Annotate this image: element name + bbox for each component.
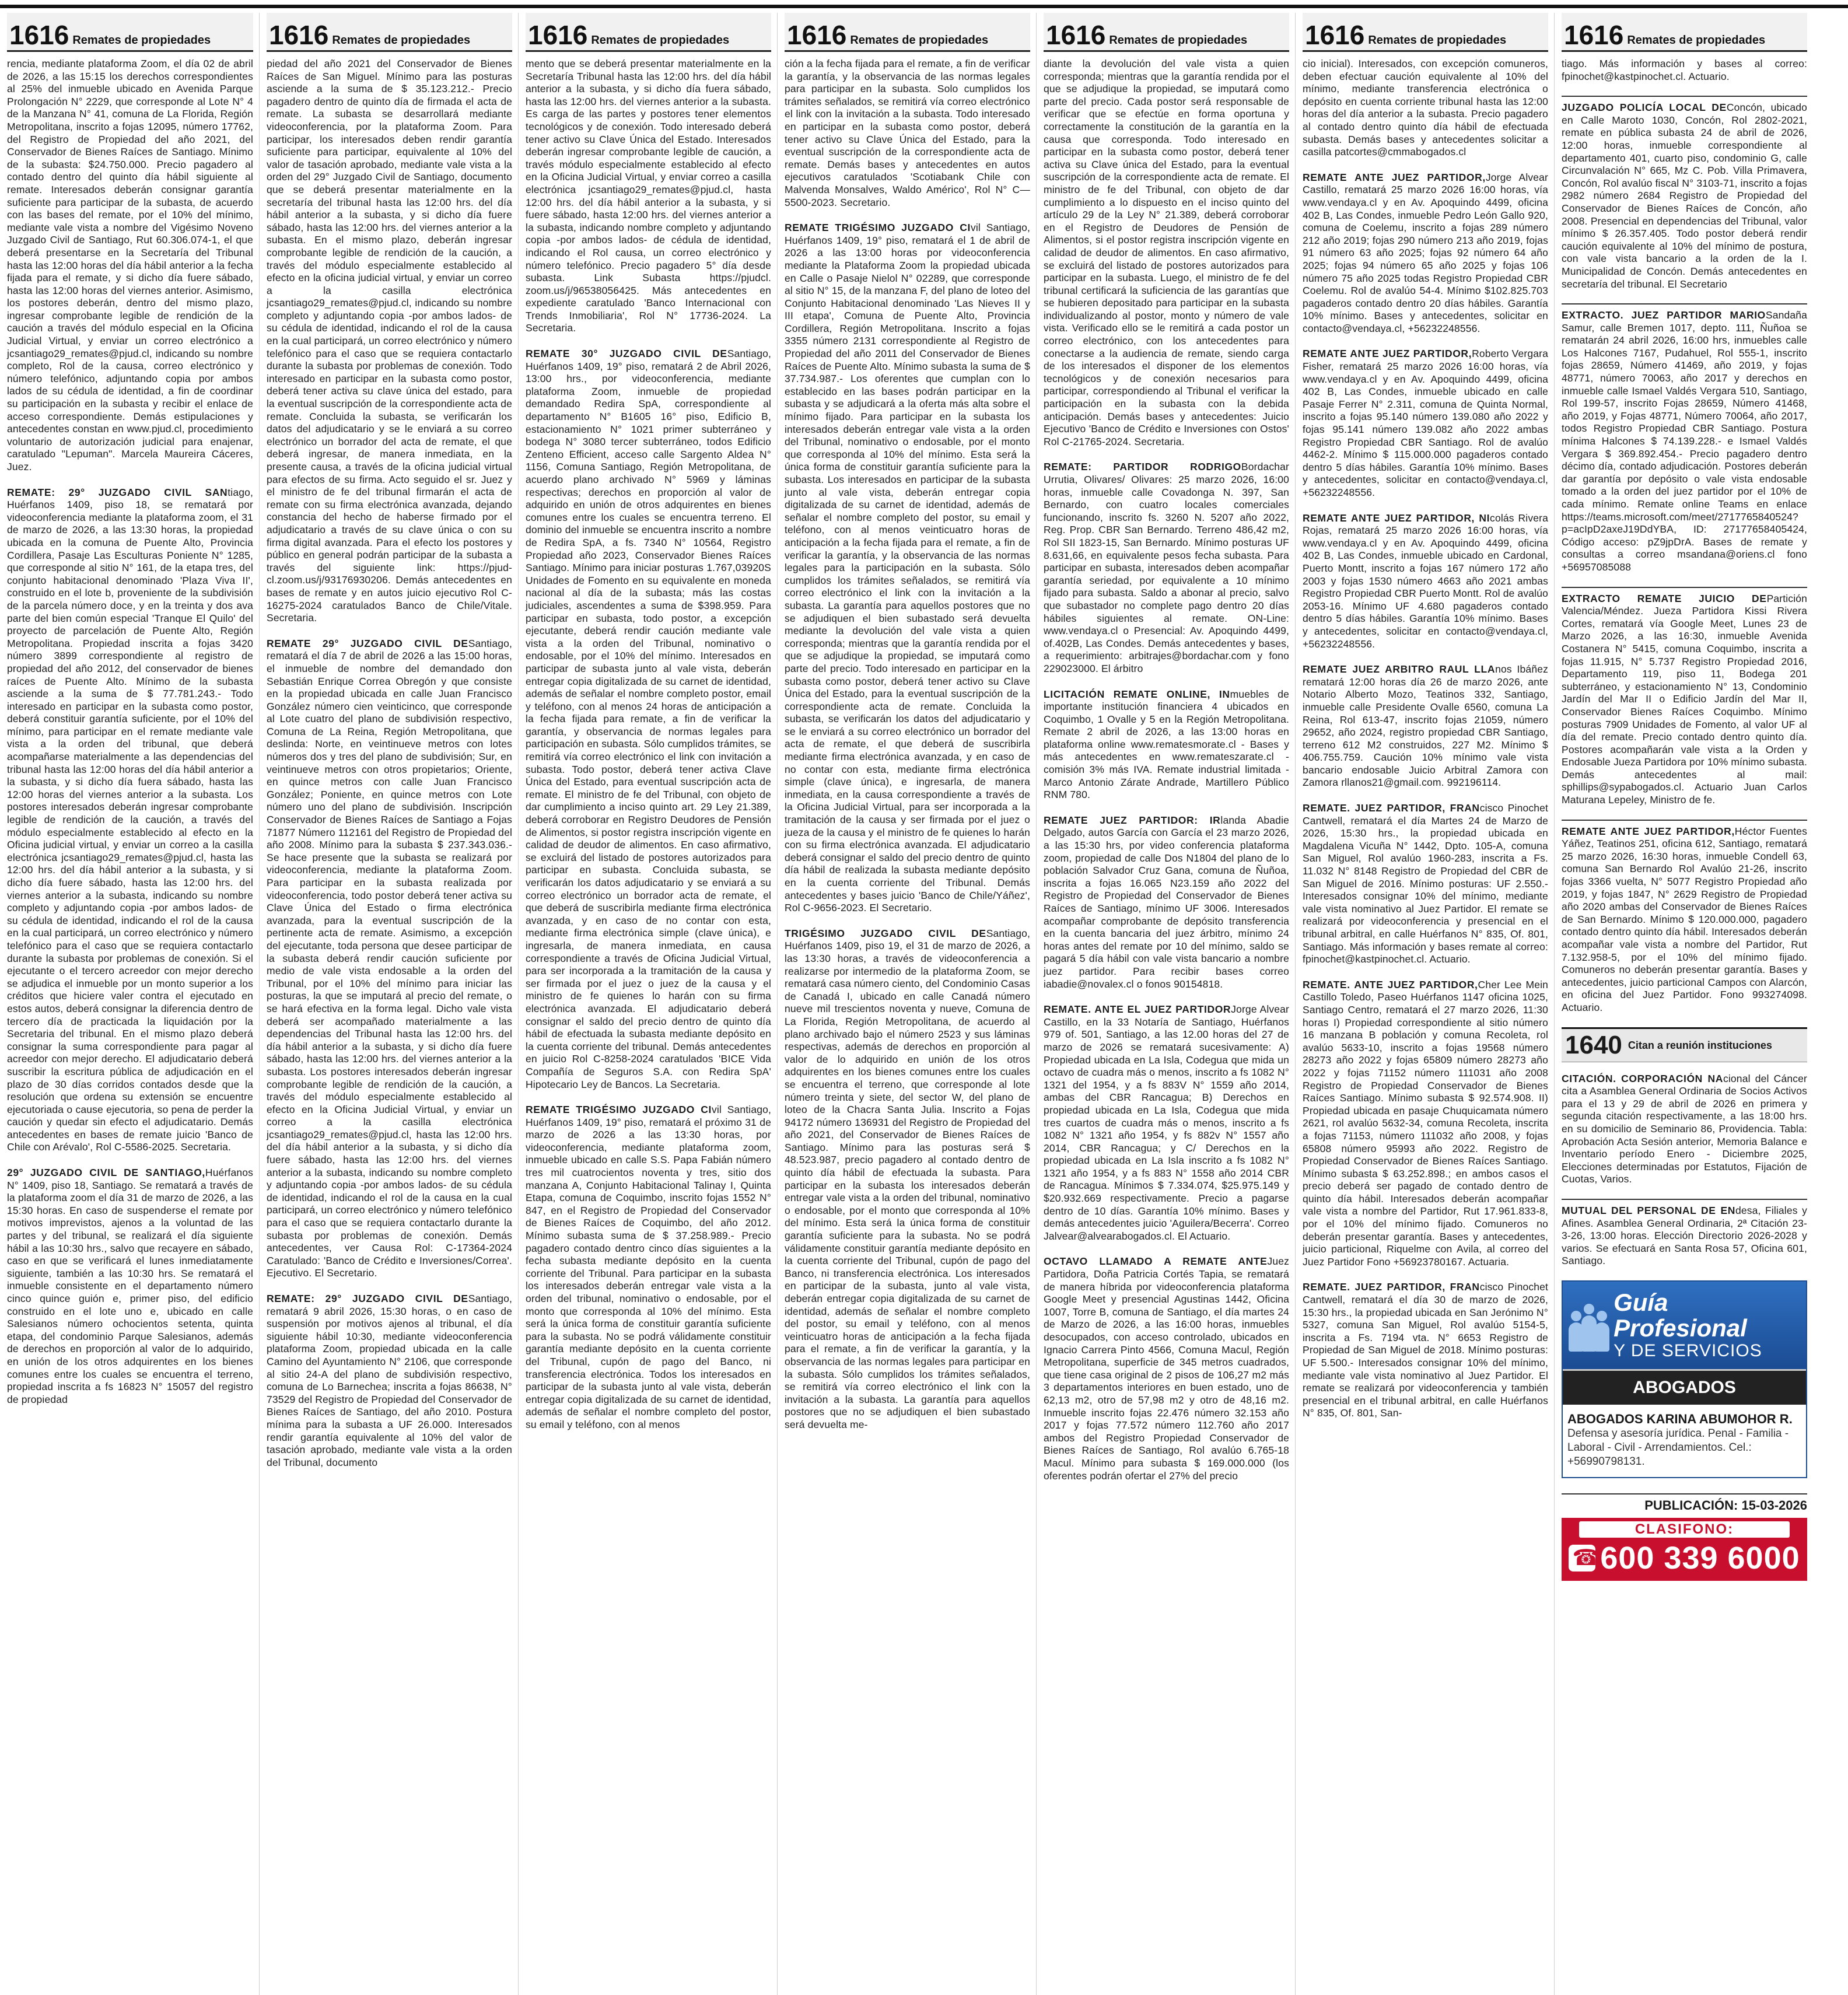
professional-guide-ad [1562, 1280, 1807, 1478]
ad-banner [1563, 1282, 1806, 1369]
section-number: 1616 [1564, 20, 1624, 50]
notice: ción a la fecha fijada para el remate, a fin de verificar la garantía, y la observancia de las normas legales para participar en la subasta. Solo cumplidos los trámites señalados, se remitirá vía correo electrónico el link con la invitación a la subasta. Todo interesado en participar en la subasta como postor, deberá tener activo su Clave Única del Estado, para la eventual suscripción de la correspondiente acta de remate. Demás bases y antecedentes en autos ejecutivos caratulados 'Scotiabank Chile con Malvenda Monsalves, Waldo Américo', Rol N° C—5500-2023. Secretario. [785, 58, 1030, 208]
section-name: Remates de propiedades [332, 34, 471, 47]
newspaper-page [0, 13, 1848, 1995]
citation-section-header [1562, 1027, 1807, 1062]
notice: REMATE ANTE JUEZ PARTIDOR,Héctor Fuentes Yáñez, Teatinos 251, oficina 612, Santiago, rematará 25 marzo 2026, 16:30 horas, inmueble Condell 63, comuna San Bernardo Rol Avalúo 21-26, inscrito fojas 3366 vuelta, N° 5077 Registro Propiedad año 2019, y fojas 1847, N° 2629 Registro de Propiedad año 2020 ambas del Conservador de Bienes Raíces de San Bernardo. Mínimo $ 120.000.000, pagadero contado dentro quinto día hábil. Interesados deberán acompañar vale vista a nombre del Partidor, Rut 7.132.958-5, por el 10% del mínimo fijado. Comuneros no deberán presentar garantía. Bases y antecedentes, juicio particional Campos con Alarcón, en oficina del Juez Partidor. Fono 993274098. Actuario. [1562, 820, 1807, 1014]
notice: REMATE TRIGÉSIMO JUZGADO CIvil Santiago, Huérfanos 1409, 19° piso, rematará el próximo 31 de marzo de 2026 a las 13:30 horas, por videoconferencia, mediante plataforma zoom, inmueble ubicado en calle S.S. Papa Fabián número tres mil cuatrocientos noventa y tres, sitio dos manzana A, Conjunto Habitacional Talinay I, Quinta Etapa, comuna de Coquimbo, inscrito fojas 1552 N° 847, en el Registro de Propiedad del Conservador de Bienes Raíces de Coquimbo, del año 2012. Mínimo subasta suma de $ 37.258.989.- Precio pagadero contado dentro cinco días siguientes a la fecha subasta mediante depósito en la cuenta corriente del Tribunal. Para participar en la subasta los interesados deberán entregar vale vista a la orden del tribunal, nominativo o endosable, por el monto que corresponda al 10% del mínimo. Esta será la única forma de constituir garantía suficiente para la subasta. No se podrá válidamente constituir garantía mediante depósito en la cuenta corriente del Tribunal, cupón de pago del Banco, ni transferencia electrónica. Todos los interesados en participar de la subasta junto al vale vista, deberán entregar copia digitalizada de su carnet de identidad, además de señalar el nombre completo del postor, su email y teléfono, con al menos [526, 1104, 771, 1430]
notice: OCTAVO LLAMADO A REMATE ANTEJuez Partidora, Doña Patricia Cortés Tapia, se rematará de manera híbrida por videoconferencia plataforma Google Meet y presencial Agustinas 1442, Oficina 1007, Torre B, comuna de Santiago, el día martes 24 de Marzo de 2026, a las 16:00 horas, inmuebles desocupados, con acceso controlado, ubicados en Ignacio Carrera Pinto 4566, Comuna Macul, Región Metropolitana, superficie de 345 metros cuadrados, que tiene casa original de 2 pisos de 106,27 m2 más 3 departamentos interiores en buen estado, uno de 62,13 m2, otro de 57,98 m2 y otro de 48,16 m2. Inmueble inscrito fojas 22.476 número 32.153 año 2017 y fojas 77.572 número 112.760 año 2017 ambos del Registro Propiedad Conservador de Bienes Raíces de Santiago, Rol avalúo 6.765-18 Macul. Mínimo para subasta $ 169.000.000 (los oferentes podrán ofertar el 27% del precio [1044, 1255, 1289, 1482]
notice: REMATE. ANTE EL JUEZ PARTIDORJorge Alvear Castillo, en la 33 Notaría de Santiago, Huérfanos 979 of. 501, Santiago, a las 12.00 horas del 27 de marzo de 2026 se rematará sucesivamente: A) Propiedad ubicada en La Isla, Codegua que mida un octavo de cuadra más o menos, inscrito a fs 1082 N° 1321 del 1954, y a fs 883V N° 1559 año 2014, ambas del CBR Rancagua; B) Derechos en propiedad ubicada en La Isla, Codegua que mida tres cuartos de cuadra más o menos, inscrito a fs 1082 N° 1321 año 1954, y fs 882v N° 1557 año 2014, CBR Rancagua; y C/ Derechos en la propiedad ubicada en La Isla inscrito a fs 1082 N° 1321 año 1954, y a fs 883 N° 1558 año 2014 CBR de Rancagua. Mínimos $ 7.334.074, $25.975.149 y $20.932.669 respectivamente. Precio a pagarse dentro de 10 días. Garantía 10% mínimo. Bases y demás antecedentes juicio 'Aguilera/Becerra'. Correo Jalvear@alvearabogados.cl. El Actuario. [1044, 1003, 1290, 1242]
notice: JUZGADO POLICÍA LOCAL DEConcón, ubicado en Calle Maroto 1030, Concón, Rol 2802-2021, remate en pública subasta 24 de abril de 2026, 12:00 horas, inmueble correspondiente al departamento 401, cuarto piso, condominio G, calle Circunvalación N° 665, Mz C. Pob. Villa Primavera, Concón, Rol avalúo fiscal N° 3103-71, inscrito a fojas 2982 número 2684 Registro de Propiedad del Conservador de Bienes Raíces de Concón, año 2008. Presencial en dependencias del Tribunal, valor mínimo $ 26.357.405. Todo postor deberá rendir caución equivalente al 10% del mínimo de postura, con vale vista bancario a la orden de la I. Municipalidad de Concón. Demás antecedentes en secretaría del tribunal. El Secretario [1562, 96, 1807, 290]
column-3 [518, 13, 777, 1995]
notice: REMATE. JUEZ PARTIDOR, FRANcisco Pinochet Cantwell, rematará el día 30 de marzo de 2026, 15:30 hrs., la propiedad ubicada en San Jerónimo N° 5327, comuna San Miguel, Rol avalúo 5154-5, inscrita a Fs. 7194 vta. N° 6653 Registro de Propiedad de San Miguel de 2018. Mínimo posturas: UF 5.500.- Interesados consignar 10% del mínimo, mediante vale vista nominativo al Juez Partidor. El remate se realizará por videoconferencia y también presencial en el tribunal arbitral, en calle Huérfanos N° 835, Of. 801, San- [1303, 1281, 1549, 1419]
notice: EXTRACTO. JUEZ PARTIDOR MARIOSandaña Samur, calle Bremen 1017, depto. 111, Ñuñoa se rematarán 24 abril 2026, 16:00 hrs, inmuebles calle Los Halcones 7167, Pudahuel, Rol 555-1, inscrito fojas 28659, Número 41469, año 2019, y fojas 48771, número 70063, año 2017 y derechos en inmueble calle Ismael Valdés Vergara 510, Santiago, Rol 199-57, inscrito Fojas 28659, Número 41468, año 2019, y Fojas 48771, Número 70064, año 2017, todos Registro Propiedad CBR Santiago. Postura mínima Halcones $ 74.139.228.- e Ismael Valdés Vergara $ 369.892.454.- Precio pagadero dentro décimo día, contado adjudicación. Postores deberán dar garantía por depósito o vale vista endosable tomado a la orden del juez partidor por el 10% de cada mínimo. Remate online Teams en enlace https://teams.microsoft.com/meet/2717765840524?p=acIpD2axeJ19DdYBA, ID: 27177658405424, Código acceso: pZ9jpDrA. Bases de remate y consultas a correo msandana@oriens.cl fono +56957085088 [1562, 303, 1807, 573]
section-number: 1616 [269, 20, 329, 50]
section-header [785, 13, 1030, 52]
people-icon [1569, 1299, 1608, 1352]
column-1 [0, 13, 259, 1995]
ad-title [1614, 1290, 1800, 1361]
notice: REMATE JUEZ PARTIDOR: IRlanda Abadie Delgado, autos García con García el 23 marzo 2026, a las 15:30 hrs, por video conferencia plataforma zoom, propiedad de calle Dos N1804 del plano de lo población Salvador Cruz Gana, comuna de Ñuñoa, inscrita a fojas 16.065 N23.159 año 2022 del Registro de Propiedad del Conservador de Bienes Raíces de Santiago, mínimo UF 3006. Interesados acompañar comprobante de depósito transferencia en la cuenta bancaria del juez árbitro, mínimo 24 horas antes del remate por 10 del mínimo, saldo se pagará 5 día hábil con vale vista bancario a nombre juez partidor. Para recibir bases correo iabadie@novalex.cl o fonos 90154818. [1044, 814, 1289, 990]
section-header [7, 13, 253, 52]
section-name: Remates de propiedades [591, 34, 730, 47]
ad-description: Defensa y asesoría jurídica. Penal - Familia - Laboral - Civil - Arrendamientos. Cel.: +56990798131. [1567, 1427, 1789, 1468]
notice: MUTUAL DEL PERSONAL DE ENdesa, Filiales y Afines. Asamblea General Ordinaria, 2ª Citación 23-3-26, 13:00 horas. Elección Directorio 2026-2028 y varios. Se efectuará en Santa Rosa 57, Oficina 601, Santiago. [1562, 1199, 1807, 1268]
section-number: 1616 [528, 20, 588, 50]
notice: REMATE ANTE JUEZ PARTIDOR,Jorge Alvear Castillo, rematará 25 marzo 2026 16:00 horas, vía www.vendaya.cl y en Av. Apoquindo 4499, oficina 402 B, Las Condes, inmueble Pedro León Gallo 920, comuna de Coelemu, inscrito a fojas 289 número 212 año 2019; fojas 290 número 213 año 2019, fojas 91 número 63 año 2025; fojas 92 número 64 año 2025; fojas 94 número 65 año 2025 y fojas 106 número 75 año 2025 todas Registro Propiedad CBR Coelemu. Rol de avalúo 54-4. Mínimo $102.825.703 pagaderos contado dentro 20 días hábiles. Garantía 10% mínimo. Bases y antecedentes, solicitar en contacto@vendaya.cl, +56232248556. [1303, 171, 1549, 334]
phone-icon [1569, 1545, 1595, 1572]
clasifono-label: CLASIFONO: [1579, 1521, 1790, 1538]
column-7 [1554, 13, 1813, 1995]
citation-section-name: Citan a reunión instituciones [1628, 1039, 1772, 1051]
section-number: 1616 [1305, 20, 1365, 50]
clasifono-phone [1562, 1541, 1807, 1575]
notice: LICITACIÓN REMATE ONLINE, INmuebles de importante institución financiera 4 ubicados en Coquimbo, 1 Ovalle y 5 en la Región Metropolitana. Remate 2 abril de 2026, a las 13:00 horas en plataforma online www.rematesmorate.cl - Bases y más antecedentes en www.remateszarate.cl - comisión 3% más IVA. Remate industrial limitada - Marco Antonio Zárate Andrade, Martillero Público RNM 780. [1044, 688, 1290, 801]
notice: REMATE: 29° JUZGADO CIVIL DESantiago, rematará 9 abril 2026, 15:30 horas, o en caso de suspensión por motivos ajenos al tribunal, el día siguiente hábil 10:30, mediante videoconferencia plataforma Zoom, propiedad ubicada en la calle Camino del Ayuntamiento N° 2106, que corresponde al sitio 24-A del plano de subdivisión respectivo, comuna de Lo Barnechea; inscrita a fojas 86638, N° 73529 del Registro de Propiedad del Conservador de Bienes Raíces de Santiago, del año 2010. Postura mínima para la subasta a UF 26.000. Interesados rendir garantía equivalente al 10% del valor de tasación aprobado, mediante vale vista a la orden del Tribunal, documento [267, 1293, 512, 1468]
notice: REMATE. JUEZ PARTIDOR, FRANcisco Pinochet Cantwell, rematará el día Martes 24 de Marzo de 2026, 15:30 hrs., la propiedad ubicada en Magdalena Vicuña N° 1442, Dpto. 105-A, comuna San Miguel, Rol avalúo 1960-283, inscrita a Fs. 11.032 N° 8148 Registro de Propiedad del CBR de San Miguel de 2016. Mínimo posturas: UF 2.550.- Interesados consignar 10% del mínimo, mediante vale vista nominativo al Juez Partidor. El remate se realizará por videoconferencia y presencial en el tribunal arbitral, en calle Huérfanos N° 835, Of. 801, Santiago. Más información y bases remate al correo: fpinochet@kastpinochet.cl. Actuario. [1303, 802, 1549, 965]
publication-date: PUBLICACIÓN: 15-03-2026 [1562, 1493, 1807, 1513]
notice: piedad del año 2021 del Conservador de Bienes Raíces de San Miguel. Mínimo para las posturas asciende a la suma de $ 35.123.212.- Precio pagadero dentro de quinto día de firmada el acta de remate. La subasta se desarrollará mediante videoconferencia, por la plataforma Zoom. Para participar, los interesados deben rendir garantía suficiente para participar, equivalente al 10% del valor de tasación aprobado, mediante vale vista a la orden del 29° Juzgado Civil de Santiago, documento que se deberá presentar materialmente en la secretaría del tribunal hasta las 12:00 hrs. del día hábil anterior a la subasta, y si dicho día fuere sábado, hasta las 12:00 hrs. del viernes anterior a la subasta. En el mismo plazo, deberán ingresar comprobante legible de rendición de la caución, a través del módulo especialmente establecido al efecto en la oficina judicial virtual, y enviar un correo a la casilla electrónica jcsantiago29_remates@pjud.cl, indicando su nombre completo y adjuntando copia -por ambos lados- de su cédula de identidad, indicando el rol de la causa en la cual participará, un correo electrónico y número telefónico para el caso que se requiera contactarlo durante la subasta por problemas de conexión. Todo interesado en participar en la subasta como postor, deberá tener activa su clave única del estado, para la eventual suscripción de la correspondiente acta de remate. Concluida la subasta, se verificarán los datos del adjudicatario y se le enviará a su correo electrónico un borrador del acta de remate, el que deberá ingresar, de manera inmediata, en la presente causa, a través de la oficina judicial virtual para efectos de su firma. Acto seguido el sr. Juez y el ministro de fe del tribunal firmarán el acta de remate con su firma electrónica avanzada, dejando constancia del hecho de haberse firmado por el adjudicatario a través de su clave única o con su firma digital avanzada. Para el efecto los postores y público en general podrán participar de la subasta a través del siguiente link: https://pjud-cl.zoom.us/j/93176930206. Demás antecedentes en bases de remate y en autos juicio ejecutivo Rol C-16275-2024 caratulados Banco de Chile/Vitale. Secretaria. [267, 58, 512, 624]
section-name: Remates de propiedades [1368, 34, 1507, 47]
section-number: 1616 [9, 20, 69, 50]
section-header [1562, 13, 1807, 52]
notice: rencia, mediante plataforma Zoom, el día 02 de abril de 2026, a las 15:15 los derechos correspondientes al 25% del inmueble ubicado en Avenida Parque Prolongación N° 2229, que corresponde al Lote N° 4 de la Manzana N° 41, comuna de La Florida, Región Metropolitana, inscrito a fojas 12095, número 17762, del Registro de Propiedad del año 2021, del Conservador de Bienes Raíces de Santiago. Mínimo de la subasta: $24.750.000. Precio pagadero al contado dentro del quinto día hábil siguiente al remate. Interesados deberán consignar garantía suficiente para participar de la subasta, de acuerdo con las bases del remate, por el 10% del mínimo, mediante vale vista a nombre del Vigésimo Noveno Juzgado Civil de Santiago, Rut 60.306.074-1, el que deberá presentarse en la Secretaría del Tribunal hasta las 12:00 horas del día hábil anterior a la fecha fijada para el remate, y si dicho día fuere sábado, hasta las 12:00 horas del viernes anterior. Asimismo, los postores deberán, dentro del mismo plazo, ingresar comprobante legible de rendición de la caución a través del módulo especial en la Oficina Judicial Virtual, y enviar un correo electrónico a jcsantiago29_remates@pjud.cl, indicando su nombre completo, Rol de la causa, correo electrónico y número telefónico, adjuntando copia por ambos lados de su cédula de identidad, a fin de coordinar su participación en la subasta y recibir el enlace de acceso correspondiente. Demás estipulaciones y antecedentes constan en www.pjud.cl, procedimiento voluntario de autorización judicial para enajenar, caratulado "Lepuman". Marcela Maureira Cáceres, Juez. [7, 58, 253, 473]
notice: REMATE TRIGÉSIMO JUZGADO CIvil Santiago, Huérfanos 1409, 19° piso, rematará el 1 de abril de 2026 a las 13:00 horas por videoconferencia mediante la Plataforma Zoom la propiedad ubicada en Calle o Pasaje Nielol N° 02289, que corresponde al sitio N° 15, de la manzana F, del plano de loteo del Conjunto Habitacional denominado 'Las Nieves II y III etapa', Comuna de Puente Alto, Provincia Cordillera, Región Metropolitana. Inscrito a fojas 3355 número 2131 correspondiente al Registro de Propiedad del año 2011 del Conservador de Bienes Raíces de Puente Alto. Mínimo subasta la suma de $ 37.734.987.- Los oferentes que cumplan con lo establecido en las bases podrán participar en la subasta y se adjudicará a la oferta más alta sobre el mínimo fijado. Para participar en la subasta los interesados deberán entregar vale vista a la orden del Tribunal, nominativo o endosable, por el monto que corresponda al 10% del mínimo. Esta será la única forma de constituir garantía suficiente para la subasta. Los interesados en participar de la subasta junto al vale vista, deberán entregar copia digitalizada de su carnet de identidad, además de señalar el nombre completo del postor, su email y teléfono, con al menos veinticuatro horas de anticipación a la fecha fijada para el remate, a fin de verificar la garantía, y la observancia de las normas legales para la participación en la subasta. Sólo cumplidos los trámites señalados, se remitirá vía correo electrónico el link con la invitación a la subasta. La garantía para aquellos postores que no se adjudiquen el bien subastado será devuelta mediante la devolución del vale vista a quien corresponda; mientras que la garantía rendida por el que se adjudique la propiedad, se imputará como parte del precio. Todo interesado en participar en la subasta como postor, deberá tener activo su Clave Única del Estado, para la eventual suscripción de la correspondiente acta de remate. Concluida la subasta, se verificarán los datos del adjudicatario y se le enviará a su correo electrónico un borrador del acta de remate, el que deberá de suscribirla mediante firma electrónica avanzada, y en caso de no contar con esta, mediante firma electrónica simple (clave única), e ingresarla, de manera inmediata, en la causa correspondiente a través de la Oficina Judicial Virtual, para ser incorporada a la tramitación de la causa y ser firmada por el juez o jueza de la causa y el ministro de fe quienes lo harán con su firma electrónica avanzada. El adjudicatario deberá consignar el saldo del precio dentro de quinto día hábil de realizada la subasta mediante depósito en la cuenta corriente del Tribunal. Demás antecedentes y bases juicio 'Banco de Chile/Yáñez', Rol C-9656-2023. El Secretario. [785, 222, 1030, 914]
notice: REMATE 30° JUZGADO CIVIL DESantiago, Huérfanos 1409, 19° piso, rematará 2 de Abril 2026, 13:00 hrs., por videoconferencia, mediante plataforma Zoom, inmueble de propiedad demandado Redira SpA, correspondiente al departamento N° B1605 16° piso, Edificio B, estacionamiento N° 1021 primer subterráneo y bodega N° 3080 tercer subterráneo, todos Edificio Zenteno Efficient, acceso calle Sargento Aldea N° 1156, Comuna Santiago, Región Metropolitana, de acuerdo plano archivado N° 5969 y láminas respectivas; derechos en proporción al valor de adquirido en unión de otros adquirentes en bienes comunes entre los cuales se encuentra terreno. El dominio del inmueble se encuentra inscrito a nombre de Redira SpA, a fs. 7340 N° 10564, Registro Propiedad año 2023, Conservador Bienes Raíces Santiago. Mínimo para iniciar posturas 1.767,03920S Unidades de Fomento en su equivalente en moneda nacional al día de la subasta; más las costas judiciales, ascendentes a suma de $398.959. Para participar en subasta, todo postor, a excepción ejecutante, deberá rendir caución mediante vale vista a la orden del Tribunal, nominativo o endosable, por el 10% del mínimo. Interesados en participar de subasta junto al vale vista, deberán entregar copia digitalizada de su carnet de identidad, además de señalar el nombre completo postor, email y teléfono, con al menos 24 horas de anticipación a la fecha fijada para remate, a fin de verificar la garantía, y observancia de normas legales para participación en subasta. Sólo cumplidos trámites, se remitirá vía correo electrónico el link con invitación a subasta. Todo postor, deberá tener activa Clave Única del Estado, para eventual suscripción acta de remate. El ministro de fe del Tribunal, con objeto de dar cumplimiento a inciso quinto art. 29 Ley 21.389, deberá corroborar en Registro Deudores de Pensión de Alimentos, si postor registra inscripción vigente en calidad de deudor de alimentos. En caso afirmativo, se excluirá del listado de postores autorizados para participar en subasta. Concluida subasta, se verificarán los datos adjudicatario y se enviará a su correo electrónico un borrador acta de remate, el que deberá de suscribirla mediante firma electrónica avanzada, y en caso de no contar con esta, mediante firma electrónica simple (clave única), e ingresarla, de manera inmediata, en causa correspondiente a través de Oficina Judicial Virtual, para ser incorporada a la tramitación de la causa y ser firmada por el juez o juez de la causa y el ministro de fe quienes lo harán con su firma electrónica avanzada. El adjudicatario deberá consignar el saldo del precio dentro de quinto día hábil de efectuada la subasta mediante depósito en la cuenta corriente del tribunal. Demás antecedentes en juicio Rol C-8258-2024 caratulados 'BICE Vida Compañía de Seguros S.A. con Redira SpA' Hipotecario Ley de Bancos. La Secretaria. [526, 348, 771, 1090]
section-header [1303, 13, 1548, 52]
section-number: 1616 [1046, 20, 1106, 50]
notice: CITACIÓN. CORPORACIÓN NAcional del Cáncer cita a Asamblea General Ordinaria de Socios Activos para el 13 y 29 de abril de 2026 en primera y segunda citación respectivamente, a las 18:00 hrs. en su domicilio de Seminario 86, Providencia. Tabla: Aprobación Acta Sesión anterior, Memoria Balance e Inventario período Enero - Diciembre 2025, Elecciones determinadas por Estatutos, Fijación de Cuotas, Varios. [1562, 1072, 1807, 1185]
section-name: Remates de propiedades [1627, 34, 1766, 47]
notice: cio inicial). Interesados, con excepción comuneros, deben efectuar caución equivalente al 10% del mínimo, mediante transferencia electrónica o depósito en cuenta corriente tribunal hasta las 12:00 horas del día anterior a la subasta. Precio pagadero al contado dentro quinto día hábil de efectuada subasta. Demás bases y antecedentes solicitar a casilla patcortes@cmmabogados.cl [1303, 58, 1548, 158]
notice: REMATE JUEZ ARBITRO RAUL LLAnos Ibáñez rematará 12:00 horas día 26 de marzo 2026, ante Notario Alberto Mozo, Teatinos 332, Santiago, inmueble calle Presidente Ovalle 6560, comuna La Reina, Rol 613-47, inscrito fojas 21059, número 29652, año 2024, registro propiedad CBR Santiago, terreno 612 M2 construidos, 227 M2. Mínimo $ 406.755.759. Caución 10% mínimo vale vista bancario endosable Juicio Arbitral Zamora con Zamora rllanos21@gmail.com. 992196114. [1303, 663, 1548, 789]
notice: REMATE: PARTIDOR RODRIGOBordachar Urrutia, Olivares/ Olivares: 25 marzo 2026, 16:00 horas, inmueble calle Covadonga N. 397, San Bernardo, con cuatro locales comerciales funcionando, inscrito fs. 3260 N. 5207 año 2022, Reg. Prop. CBR San Bernardo. Terreno 486,42 m2, Rol SII 1823-15, San Bernardo. Mínimo posturas UF 8.631,66, en equivalente pesos fecha subasta. Para participar en subasta, interesados deben acompañar garantía seriedad, por equivalente a 10 mínimo fijado para subasta. Saldo a abonar al precio, salvo que subastador no complete pago dentro 20 días hábiles siguientes al remate. ON-Line: www.vendaya.cl o Presencial: Av. Apoquindo 4499, of.402B, Las Condes. Demás antecedentes y bases, a requerimiento: arbitrajes@bordachar.com y fono 229023000. El árbitro [1044, 461, 1289, 674]
top-rule [0, 5, 1848, 8]
ad-firm-name: ABOGADOS KARINA ABUMOHOR R. [1567, 1411, 1793, 1426]
column-2 [259, 13, 518, 1995]
section-header [267, 13, 512, 52]
clasifono-number: 600 339 6000 [1600, 1540, 1800, 1576]
column-6 [1295, 13, 1554, 1995]
column-4 [777, 13, 1036, 1995]
notice: 29° JUZGADO CIVIL DE SANTIAGO,Huérfanos N° 1409, piso 18, Santiago. Se rematará a través de la plataforma zoom el día 31 de marzo de 2026, a las 15:30 horas. En caso de suspenderse el remate por motivos imprevistos, ajenos a la voluntad de las partes y del tribunal, se realizará el día siguiente hábil a las 10:30 hrs., salvo que recayere en sábado, caso en que se verificará el lunes inmediatamente siguiente, también a las 10:30 hrs. Se rematará el inmueble consistente en el departamento número cinco quince guión e, primer piso, del edificio construido en el lote uno e, ubicado en calle Salesianos número ochocientos setenta, quinta etapa, del condominio Parque Salesianos, además de derechos en proporción al valor de lo adquirido, en unión de los otros adquirentes en los bienes comunes entre los cuales se encuentra el terreno, propiedad inscrita a fs 16823 N° 15057 del registro de propiedad [7, 1167, 253, 1405]
column-5 [1036, 13, 1295, 1995]
clasifono-box [1562, 1518, 1807, 1581]
ad-title-line2: Y DE SERVICIOS [1614, 1340, 1762, 1360]
section-name: Remates de propiedades [1109, 34, 1248, 47]
ad-title-line1: Guía Profesional [1614, 1288, 1747, 1342]
notice: tiago. Más información y bases al correo: fpinochet@kastpinochet.cl. Actuario. [1562, 58, 1807, 82]
section-name: Remates de propiedades [850, 34, 989, 47]
notice: diante la devolución del vale vista a quien corresponda; mientras que la garantía rendida por el que se adjudique la propiedad, se imputará como parte del precio. Cada postor será responsable de verificar que se efectúe en forma oportuna y correctamente la constitución de la garantía en la causa que corresponda. Todo interesado en participar en la subasta como postor, deberá tener activa su Clave única del Estado, para la eventual suscripción de la correspondiente acta de remate. El ministro de fe del Tribunal, con objeto de dar cumplimiento a lo dispuesto en el inciso quinto del artículo 29 de la Ley N° 21.389, deberá corroborar en el Registro de Deudores de Pensión de Alimentos, si el postor registra inscripción vigente en calidad de deudor de alimentos. En caso afirmativo, se excluirá del listado de postores autorizados para participar en la subasta. Luego, el ministro de fe del tribunal certificará la suficiencia de las garantías que se hubieren depositado para participar en la subasta individualizando al postor, monto y número de vale vista. Verificado ello se le remitirá a cada postor un correo electrónico, con los antecedentes para conectarse a la audiencia de remate, siendo carga de los interesados el disponer de los elementos tecnológicos y de conexión necesarios para participar, correspondiendo al Tribunal el verificar la participación en la subasta con la debida anticipación. Demás bases y antecedentes: Juicio Ejecutivo 'Banco de Crédito e Inversiones con Ostos' Rol C-21765-2024. Secretaria. [1044, 58, 1289, 447]
notice: EXTRACTO REMATE JUICIO DEPartición Valencia/Méndez. Jueza Partidora Kissi Rivera Cortes, rematará vía Google Meet, Lunes 23 de Marzo 2026, a las 16:30, inmueble Avenida Costanera N° 5415, comuna Coquimbo, inscrita a fojas 11.915, N° 5.737 Registro Propiedad 2016, Departamento 119, piso 11, Bodega 201 subterráneo, y estacionamiento N° 13, Condominio Jardín del Mar II o Edificio Jardín del Mar II, Conservador Bienes Raíces Coquimbo. Mínimo posturas 7909 Unidades de Fomento, al valor UF al día del remate. Precio contado dentro quinto día. Postores acompañarán vale vista a la Orden y Endosable Jueza Partidora por 10% mínimo subasta. Demás antecedentes al mail: sphillips@sypabogados.cl. Actuario Juan Carlos Maturana Lepeley, Ministro de fe. [1562, 587, 1807, 807]
notice: TRIGÉSIMO JUZGADO CIVIL DESantiago, Huérfanos 1409, piso 19, el 31 de marzo de 2026, a las 13:30 horas, a través de videoconferencia a realizarse por intermedio de la plataforma Zoom, se rematará casa número ciento, del Condominio Casas de Canadá I, ubicado en calle Canadá número nueve mil trescientos noventa y nueve, Comuna de La Florida, Región Metropolitana, de acuerdo al plano archivado bajo el número 2523 y sus láminas respectivas, además de derechos en proporción al valor de lo adquirido en unión de los otros adquirentes en los bienes comunes entre los cuales se encuentra el terreno, que corresponde al lote número treinta y siete, del sector W, del plano de loteo de la Chacra Santa Julia. Inscrito a Fojas 94172 número 136931 del Registro de Propiedad del año 2021, del Conservador de Bienes Raíces de Santiago. Mínimo para las posturas será $ 48.523.987, precio pagadero al contado dentro de quinto día hábil de efectuada la subasta. Para participar en la subasta los interesados deberán entregar vale vista a la orden del tribunal, nominativo o endosable, por el monto que corresponda al 10% del mínimo. Esta será la única forma de constituir garantía suficiente para la subasta. No se podrá válidamente constituir garantía mediante depósito en la cuenta corriente del Tribunal, cupón de pago del Banco, ni transferencia electrónica. Los interesados en participar de la subasta, junto al vale vista, deberán entregar copia digitalizada de su carnet de identidad, además de señalar el nombre completo del postor, su email y teléfono, con al menos veinticuatro horas de anticipación a la fecha fijada para el remate, a fin de verificar la garantía, y la observancia de las normas legales para participar en la subasta. Sólo cumplidos los trámites señalados, se remitirá vía correo electrónico el link con la invitación a la subasta. La garantía para aquellos postores que no se adjudiquen el bien subastado será devuelta me- [785, 927, 1030, 1430]
section-number: 1616 [787, 20, 847, 50]
notice: REMATE ANTE JUEZ PARTIDOR,Roberto Vergara Fisher, rematará 25 marzo 2026 16:00 horas, vía www.vendaya.cl y en Av. Apoquindo 4499, oficina 402 B, Las Condes, inmueble ubicado en calle Pasaje Ferrer N° 2.311, comuna de Quinta Normal, inscrito a fojas 95.140 número 139.080 año 2022 y fojas 95.141 número 139.082 año 2022 ambas Registro Propiedad CBR Santiago. Rol de avalúo 4462-2. Mínimo $ 115.000.000 pagaderos contado dentro 5 días hábiles. Garantía 10% mínimo. Bases y antecedentes, solicitar en contacto@vendaya.cl, +56232248556. [1303, 348, 1548, 498]
section-header [526, 13, 771, 52]
notice: REMATE 29° JUZGADO CIVIL DESantiago, rematará el día 7 de abril de 2026 a las 15:00 horas, el inmueble de nombre del demandado don Sebastián Enrique Correa Obregón y que consiste en la propiedad ubicada en calle Juan Francisco González número cien veinticinco, que corresponde al Lote cuatro del plano de subdivisión respectivo, Comuna de La Reina, Región Metropolitana, que deslinda: Norte, en veintinueve metros con lotes números dos y tres del plano de subdivisión; Sur, en veintinueve metros con otros propietarios; Oriente, en quince metros con calle Juan Francisco González; Poniente, en quince metros con Lote número uno del plano de subdivisión. Inscripción Conservador de Bienes Raíces de Santiago a Fojas 71877 Número 112161 del Registro de Propiedad del año 2008. Mínimo para la subasta $ 237.343.036.- Se hace presente que la subasta se realizará por videoconferencia, mediante la plataforma Zoom. Para participar en la subasta realizada por videoconferencia, todo postor deberá tener activa su Clave Única del Estado o firma electrónica avanzada, para la eventual suscripción de la pertinente acta de remate. Asimismo, a excepción del ejecutante, toda persona que desee participar de la subasta deberá rendir caución suficiente por medio de vale vista endosable a la orden del Tribunal, por el 10% del mínimo para iniciar las posturas, la que se imputará al precio del remate, o se hará efectiva en la forma legal. Dicho vale vista deberá ser acompañado materialmente a las dependencias del Tribunal hasta las 12:00 hrs. del día hábil anterior a la subasta, y si dicho día fuere sábado, hasta las 12:00 hrs. del viernes anterior a la subasta. Los postores interesados deberán ingresar comprobante legible de rendición de la caución, a través del módulo especialmente establecido al efecto en la Oficina Judicial Virtual, y enviar un correo a la casilla electrónica jcsantiago29_remates@pjud.cl, hasta las 12:00 hrs. del día hábil anterior a la subasta, y si dicho día fuere sábado, hasta las 12:00 hrs. del viernes anterior a la subasta, indicando su nombre completo y adjuntando copia -por ambos lados- de su cédula de identidad, indicando el rol de la causa en la cual participará, un correo electrónico y número telefónico para el caso que se requiera contactarlo durante la subasta por problemas de conexión. Demás antecedentes, ver Causa Rol: C-17364-2024 Caratulado: 'Banco de Crédito e Inversiones/Correa'. Ejecutivo. El Secretario. [267, 637, 512, 1279]
notice: REMATE ANTE JUEZ PARTIDOR, NIcolás Rivera Rojas, rematará 25 marzo 2026 16:00 horas, vía www.vendaya.cl y en Av. Apoquindo 4499, oficina 402 B, Las Condes, inmueble ubicado en Cardonal, Puerto Montt, inscrito a fojas 167 número 172 año 2003 y fojas 1530 número 4663 año 2021 ambas Registro Propiedad CBR Puerto Montt. Rol de avalúo 2053-16. Mínimo UF 4.680 pagaderos contado dentro 5 días hábiles. Garantía 10% mínimo. Bases y antecedentes, solicitar en contacto@vendaya.cl, +56232248556. [1303, 512, 1548, 650]
notice: REMATE. ANTE JUEZ PARTIDOR,Cher Lee Mein Castillo Toledo, Paseo Huérfanos 1147 oficina 1025, Santiago Centro, rematará el 27 marzo 2026, 11:30 horas I) Propiedad correspondiente al sitio número 16 manzana B población y comuna Recoleta, rol avalúo 5633-10, inscrito a fojas 19568 número 28273 año 2022 y fojas 65809 número 28273 año 2022 y fojas 71152 número 111031 año 2008 Registro de Propiedad Conservador de Bienes Raíces Santiago. Mínimo subasta $ 92.574.908. II) Propiedad ubicada en pasaje Chuquicamata número 2621, rol avalúo 5632-34, comuna Recoleta, inscrita a fojas 71153, número 111032 año 2008, y fojas 65808 número 95993 año 2022. Registro de Propiedad Conservador de Bienes Raíces Santiago. Mínimo subasta $ 63.252.898.; en ambos casos el precio deberá ser pagado de contado dentro de quinto día hábil. Interesados deberán acompañar vale vista a nombre del Partidor, Rut 17.961.833-8, por el 10% del mínimo fijado. Comuneros no deberán presentar garantía. Bases y antecedentes, juicio particional, Riquelme con Avila, al correo del Juez Partidor Fono +56923780167. Actuaria. [1303, 978, 1549, 1268]
section-header [1044, 13, 1289, 52]
citation-section-number: 1640 [1565, 1030, 1622, 1059]
notice: mento que se deberá presentar materialmente en la Secretaría Tribunal hasta las 12:00 hrs. del día hábil anterior a la subasta, y si dicho día fuera sábado, hasta las 12:00 hrs. del viernes anterior a la subasta. Es carga de las partes y postores tener elementos tecnológicos y de conexión. Todo interesado deberá tener activo su Clave Única del Estado. Interesados deberán ingresar comprobante legible de caución, a través módulo especialmente establecido al efecto en la Oficina Judicial Virtual, y enviar correo a casilla electrónica jcsantiago29_remates@pjud.cl, hasta 12:00 hrs. del día hábil anterior a la subasta, y si fuere sábado, hasta 12:00 hrs. del viernes anterior a la subasta, indicando nombre completo y adjuntando copia -por ambos lados- de cédula de identidad, indicando el Rol causa, un correo electrónico y número telefónico. Precio pagadero 5° día desde subasta. Link Subasta https://pjudcl. zoom.us/j/96538056425. Más antecedentes en expediente caratulado 'Banco Internacional con Trends Inmobiliaria', Rol N° 17736-2024. La Secretaria. [526, 58, 771, 334]
ad-category: ABOGADOS [1563, 1369, 1806, 1405]
notice: REMATE: 29° JUZGADO CIVIL SANtiago, Huérfanos 1409, piso 18, se rematará por videoconferencia mediante la plataforma zoom, el 31 de marzo de 2026, a las 13:30 horas, la propiedad ubicada en la comuna de Puente Alto, Provincia Cordillera, Pasaje Las Esculturas Poniente N° 1285, que corresponde al sitio N° 161, de la etapa tres, del conjunto habitacional denominado 'Plaza Viva II', construido en el lote b, proveniente de la subdivisión de la parcela número doce, y en la treinta y dos ava parte del bien común especial 'Tranque El Quilo' del proyecto de parcelación de Puente Alto, Región Metropolitana. Propiedad inscrita a fojas 3420 número 3899 correspondiente al registro de propiedad del año 2012, del conservador de bienes raíces de Puente Alto. Mínimo de la subasta asciende a la suma de $ 77.781.243.- Todo interesado en participar en la subasta como postor, deberá constituir garantía suficiente, por el 10% del mínimo, para participar en el remate mediante vale vista a la orden del tribunal, que deberá acompañarse materialmente a las dependencias del tribunal hasta las 12:00 horas del día hábil anterior a la subasta, y si dicho día fuera sábado, hasta las 12:00 horas del viernes anterior a la subasta. Los postores interesados deberán ingresar comprobante legible de rendición de la caución, a través del módulo especialmente establecido al efecto en la Oficina judicial virtual, y enviar un correo a la casilla electrónica jcsantiago29_remates@pjud.cl, hasta las 12:00 hrs. del día hábil anterior a la subasta, y si dicho día fuere sábado, hasta las 12:00 hrs. del viernes anterior a la subasta, indicando su nombre completo y adjuntando copia -por ambos lados- de su cédula de identidad, indicando el rol de la causa en la cual participará, un correo electrónico y número telefónico para el caso que se requiera contactarlo durante la subasta por problemas de conexión. Si el ejecutante o el tercero acreedor con mejor derecho se adjudica el inmueble por un monto superior a los créditos que hiciere valer contra el ejecutado en estos autos, deberá consignar la diferencia dentro de tercero día de practicada la liquidación por la Secretaria del tribunal. En el mismo plazo deberá consignar la suma correspondiente para pagar al acreedor con mejor derecho. El adjudicatario deberá suscribir la escritura pública de adjudicación en el plazo de 30 días corridos contados desde que la resolución que ordena su extensión se encuentre ejecutoriada o cause ejecutoria, so pena de perder la caución y quedar sin efecto el adjudicatario. Demás antecedentes en bases de remate juicio 'Banco de Chile con Arévalo', Rol C-5586-2025. Secretaria. [7, 486, 253, 1153]
section-name: Remates de propiedades [72, 34, 211, 47]
ad-body [1563, 1405, 1806, 1477]
